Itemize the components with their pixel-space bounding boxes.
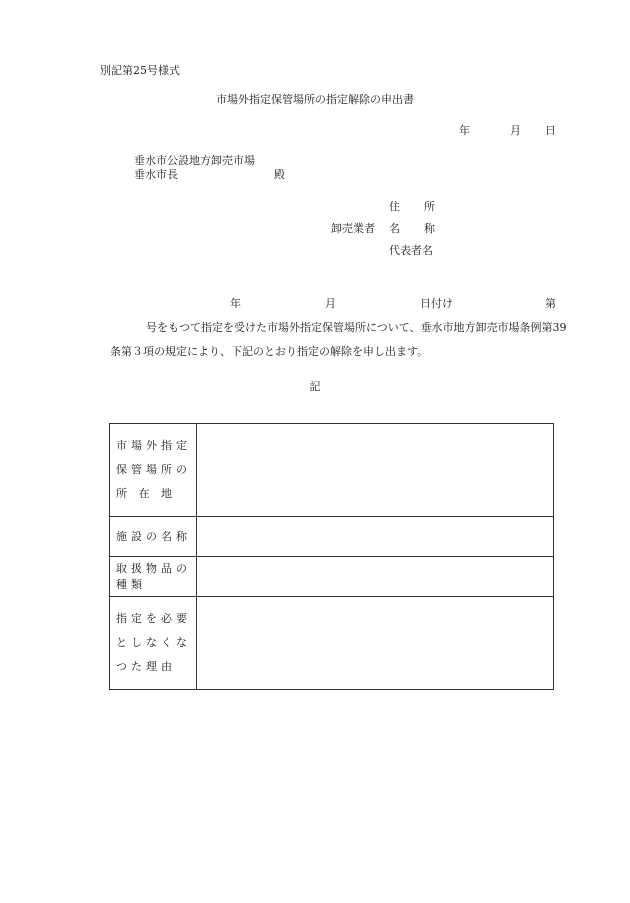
applicant-role: 卸売業者	[331, 222, 375, 235]
applicant-address-label	[389, 200, 435, 214]
body-month: 月	[325, 297, 336, 310]
body-date-suffix: 日付け	[420, 297, 453, 310]
location-char-1: 所	[116, 487, 131, 500]
label-facility-name-text: 施設の名称	[116, 529, 191, 543]
label-facility-name	[110, 517, 197, 557]
value-location[interactable]	[197, 424, 554, 517]
row-location	[110, 424, 554, 517]
row-goods-type	[110, 557, 554, 597]
label-location-line-2: 保管場所の	[116, 463, 191, 476]
addressee-line-1: 垂水市公設地方卸売市場	[134, 154, 255, 167]
value-reason[interactable]	[197, 597, 554, 690]
applicant-representative-label: 代表者名	[389, 244, 433, 257]
label-reason-line-2: としなくな	[116, 636, 191, 649]
label-goods-type	[110, 557, 197, 597]
location-char-2: 在	[138, 487, 154, 500]
row-facility-name	[110, 517, 554, 557]
form-number: 別記第25号様式	[100, 64, 180, 77]
addressee-honorific: 殿	[274, 168, 285, 181]
document-title: 市場外指定保管場所の指定解除の申出書	[216, 93, 414, 106]
applicant-name-label	[389, 222, 435, 236]
address-label-char-2: 所	[424, 200, 435, 213]
label-location	[110, 424, 197, 517]
label-goods-line-2: 種類	[116, 577, 146, 591]
value-facility-name[interactable]	[197, 517, 554, 557]
form-table	[109, 423, 554, 690]
address-label-char-1: 住	[389, 200, 400, 213]
date-month: 月	[510, 124, 521, 137]
body-year: 年	[230, 297, 241, 310]
name-label-char-1: 名	[389, 222, 400, 235]
body-paragraph	[110, 292, 572, 364]
body-text: 号をもつて指定を受けた市場外指定保管場所について、垂水市地方卸売市場条例第39条第３項の規定により、下記のとおり指定の解除を申し出ます。	[110, 321, 567, 358]
body-number-prefix: 第	[545, 297, 556, 310]
name-label-char-2: 称	[424, 222, 435, 235]
label-reason-line-1: 指定を必要	[116, 612, 191, 625]
date-year: 年	[459, 124, 470, 137]
date-day: 日	[545, 124, 556, 137]
date-line	[459, 124, 556, 138]
label-goods-line-1: 取扱物品の	[116, 561, 191, 575]
label-reason-line-3: つた理由	[116, 660, 176, 673]
row-reason	[110, 597, 554, 690]
location-char-3: 地	[161, 487, 176, 500]
ki-heading: 記	[309, 380, 321, 393]
label-location-line-3	[116, 482, 180, 506]
label-reason	[110, 597, 197, 690]
value-goods-type[interactable]	[197, 557, 554, 597]
label-location-line-1: 市場外指定	[116, 439, 191, 452]
addressee-line-2: 垂水市長	[134, 168, 178, 181]
